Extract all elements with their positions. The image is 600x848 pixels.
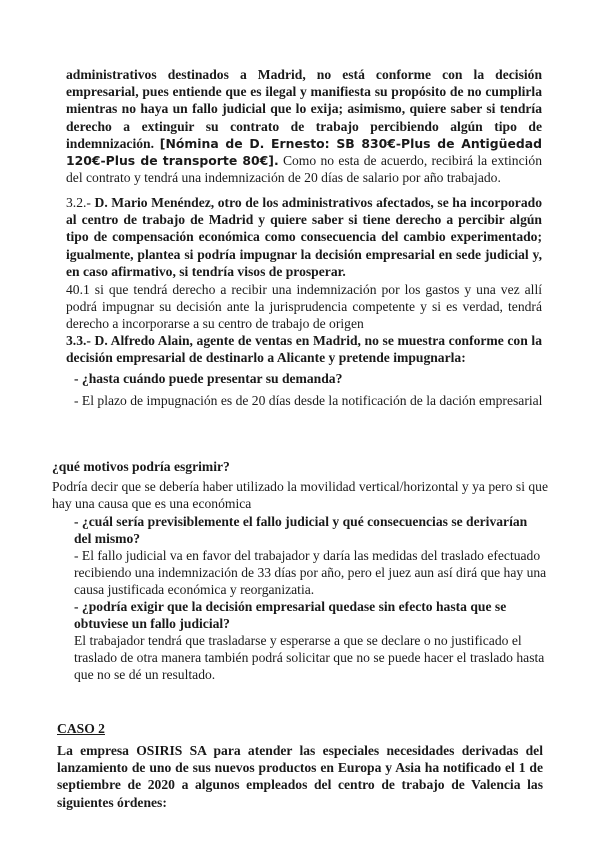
payroll-note: [Nómina de D. Ernesto: SB 830€-Plus de Antigüedad 120€-Plus de transporte 80€]. — [66, 135, 542, 169]
section-3-2-question: D. Mario Menéndez, otro de los administrativos afectados, se ha incorporado al centro de trabajo de Madrid y quiere saber si tiene derecho a percibir algún tipo de compensación económica como consecuencia del cambio experimentado; igualmente, plantea si podría impugnar la decisión empresarial en sede judicial y, en caso afirmativo, si tendría visos de prosperar. — [66, 195, 542, 279]
section-3-3-question — [66, 332, 542, 366]
question-plazo-text: - ¿hasta cuándo puede presentar su demanda? — [74, 371, 343, 386]
question-fallo-text: - ¿cuál sería previsiblemente el fallo judicial y qué consecuencias se derivarían del mismo? — [74, 514, 528, 547]
answer-plazo: - El plazo de impugnación es de 20 días desde la notificación de la dación empresarial — [74, 393, 543, 408]
answer-extincion: Como no esta de acuerdo, recibirá la extinción del contrato y tendrá una indemnización de 20 días de salario por año trabajado. — [66, 153, 542, 186]
answer-motivos: Podría decir que se debería haber utilizado la movilidad vertical/horizontal y ya pero si que hay una causa que es una económica — [52, 479, 548, 512]
case-statement-paragraph — [66, 66, 542, 186]
section-3-3-question-text: 3.3.- D. Alfredo Alain, agente de ventas en Madrid, no se muestra conforme con la decisión empresarial de destinarlo a Alicante y pretende impugnarla: — [66, 333, 542, 366]
section-3-2-paragraph — [66, 194, 542, 280]
caso-2-title — [57, 720, 257, 737]
question-motivos — [52, 458, 542, 475]
question-plazo — [74, 370, 544, 387]
answer-suspension: El trabajador tendrá que trasladarse y esperarse a que se declare o no justificado el traslado de otra manera también podrá solicitar que no se puede hacer el traslado hasta que no se dé un resultado. — [74, 633, 545, 683]
caso-2-intro — [57, 742, 543, 811]
case-statement-bold: administrativos destinados a Madrid, no está conforme con la decisión empresarial, pues entiende que es ilegal y manifiesta su propósito de no cumplirla mientras no haya un fallo judicial que lo exija; asimismo, quiere saber si tendría derecho a extinguir su contrato de trabajo percibiendo algún tipo de indemnización. — [66, 67, 542, 151]
question-suspension-text: - ¿podría exigir que la decisión empresarial quedase sin efecto hasta que se obtuviese un fallo judicial? — [74, 599, 507, 632]
caso-2-title-text: CASO 2 — [57, 721, 105, 736]
section-3-2-number: 3.2.- — [66, 195, 91, 210]
question-motivos-text: ¿qué motivos podría esgrimir? — [52, 459, 230, 474]
section-3-2-answer: 40.1 si que tendrá derecho a recibir una indemnización por los gastos y una vez allí podrá impugnar su decisión ante la jurisprudencia competente y si es verdad, tendrá derecho a incorporarse a su centro de trabajo de origen — [66, 282, 542, 332]
caso-2-intro-text: La empresa OSIRIS SA para atender las especiales necesidades derivadas del lanzamiento de uno de sus nuevos productos en Europa y Asia ha notificado el 1 de septiembre de 2020 a algunos empleados del centro de trabajo de Valencia las siguientes órdenes: — [57, 743, 543, 810]
answer-fallo: - El fallo judicial va en favor del trabajador y daría las medidas del traslado efectuado recibiendo una indemnización de 33 días por año, pero el juez aun así dirá que hay una causa justificada económica y reorganizatia. — [74, 548, 547, 598]
question-fallo — [74, 513, 530, 547]
question-suspension — [74, 598, 544, 632]
